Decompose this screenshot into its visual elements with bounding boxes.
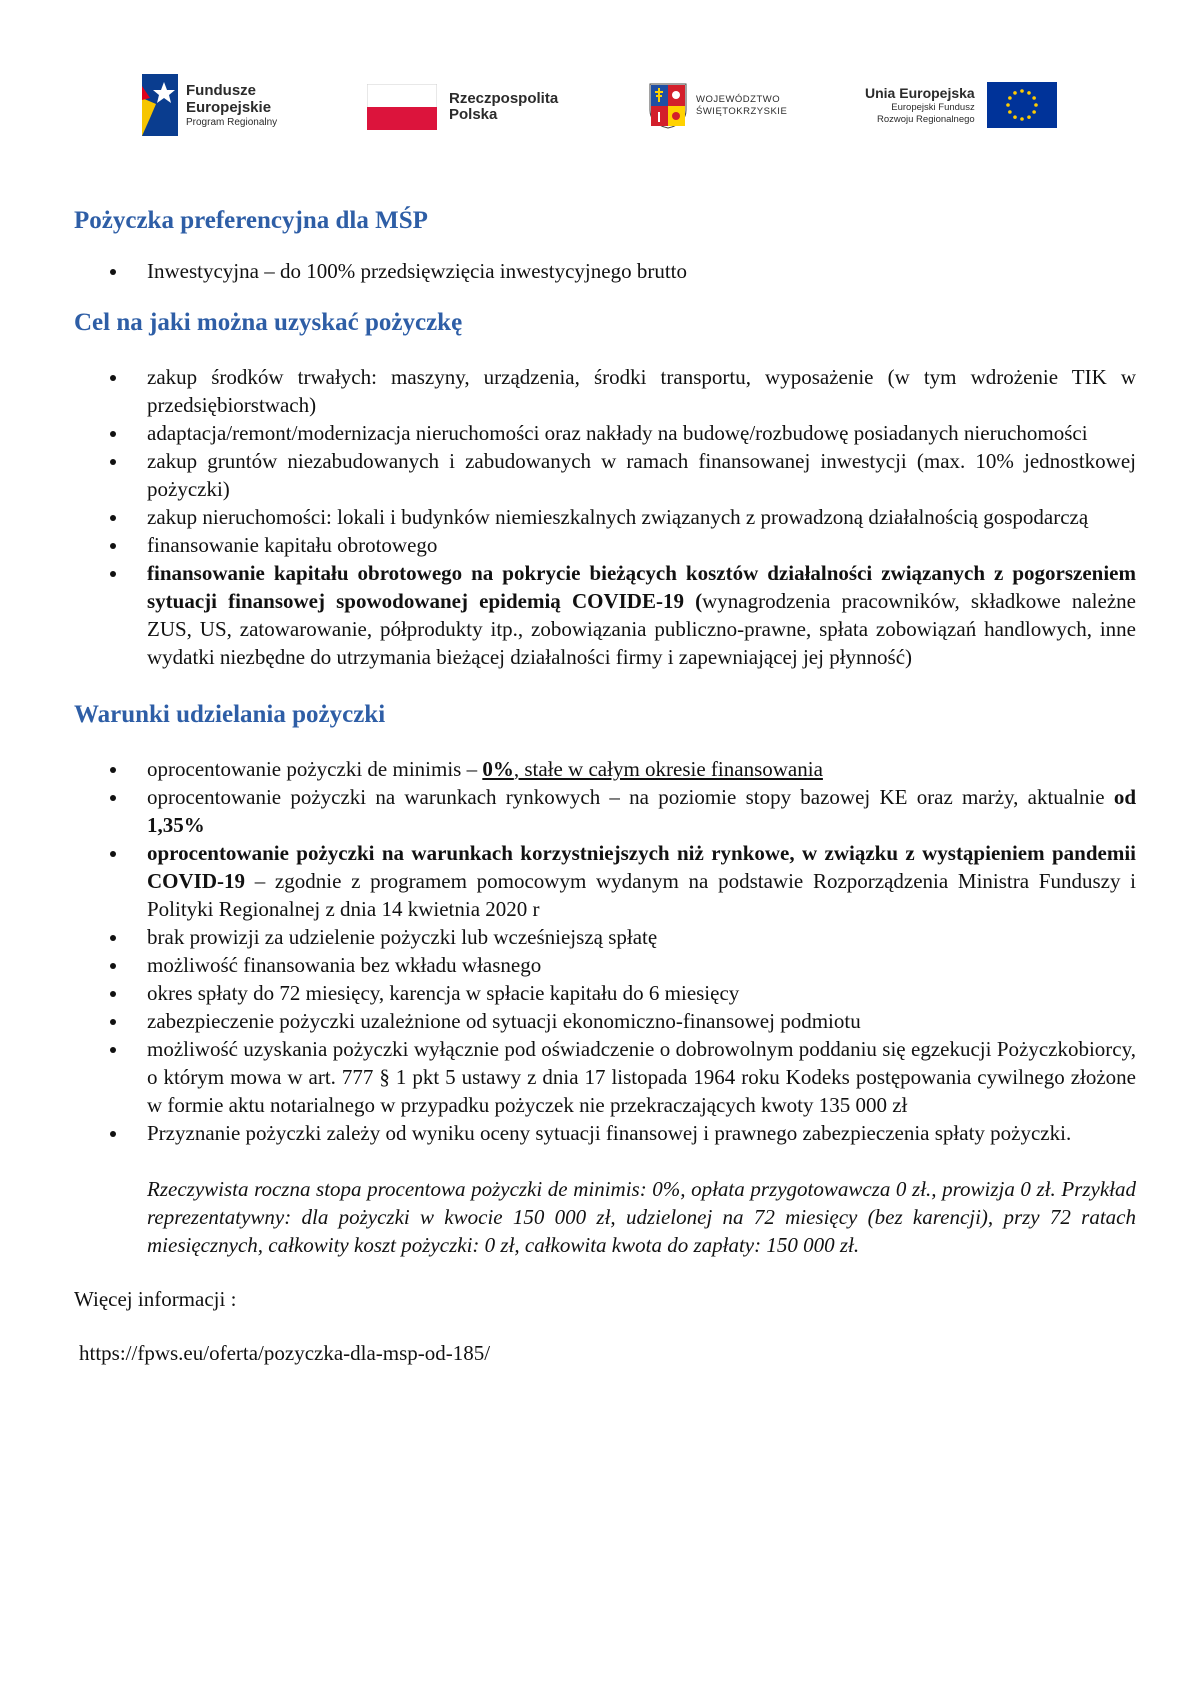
eu-star-icon bbox=[1027, 115, 1031, 119]
eu-star-icon bbox=[1032, 96, 1036, 100]
ue-logo-text: Unia Europejska Europejski Fundusz Rozwoju Regionalnego bbox=[865, 84, 975, 125]
eu-star-icon bbox=[1027, 91, 1031, 95]
document-body bbox=[74, 205, 1136, 1367]
eu-star-icon bbox=[1013, 91, 1017, 95]
eu-star-icon bbox=[1032, 110, 1036, 114]
list-item: okres spłaty do 72 miesięcy, karencja w spłacie kapitału do 6 miesięcy bbox=[147, 979, 1136, 1007]
eu-star-icon bbox=[1008, 110, 1012, 114]
rp-logo-text: Rzeczpospolita Polska bbox=[449, 90, 559, 123]
list-item: Inwestycyjna – do 100% przedsięwzięcia inwestycyjnego brutto bbox=[147, 257, 1136, 285]
section-title-cel: Cel na jaki można uzyskać pożyczkę bbox=[74, 309, 463, 336]
section-title-warunki: Warunki udzielania pożyczki bbox=[74, 701, 386, 728]
list-item: możliwość finansowania bez wkładu własnego bbox=[147, 951, 1136, 979]
list-item: Przyznanie pożyczki zależy od wyniku oceny sytuacji finansowej i prawnego zabezpieczenia spłaty pożyczki. bbox=[147, 1119, 1136, 1147]
section3-list bbox=[74, 755, 1136, 1147]
section1-list bbox=[74, 257, 1136, 285]
list-item: finansowanie kapitału obrotowego na pokrycie bieżących kosztów działalności związanych z pogorszeniem sytuacji finansowej spowodowanej epidemią COVIDE-19 (wynagrodzenia pracowników, składkowe należne ZUS, US, zatowarowanie, półprodukty itp., zobowiązania publiczno-prawne, spłata zobowiązań handlowych, inne wydatki niezbędne do utrzymania bieżącej działalności firmy i zapewniającej jej płynność) bbox=[147, 561, 1136, 669]
logo-bar bbox=[0, 70, 1200, 150]
list-item: możliwość uzyskania pożyczki wyłącznie pod oświadczenie o dobrowolnym poddaniu się egzekucji Pożyczkobiorcy, o którym mowa w art. 777 § 1 pkt 5 ustawy z dnia 17 listopada 1964 roku Kodeks postępowania cywilnego złożone w formie aktu notarialnego w przypadku pożyczek nie przekraczających kwoty 135 000 zł bbox=[147, 1037, 1136, 1117]
eu-star-icon bbox=[1020, 89, 1024, 93]
eu-star-icon bbox=[1006, 103, 1010, 107]
list-item: oprocentowanie pożyczki de minimis – 0%, stałe w całym okresie finansowania bbox=[147, 755, 1136, 783]
list-item: zakup środków trwałych: maszyny, urządzenia, środki transportu, wyposażenie (w tym wdrożenie TIK w przedsiębiorstwach) bbox=[147, 365, 1136, 417]
eu-star-icon bbox=[1034, 103, 1038, 107]
list-item: zabezpieczenie pożyczki uzależnione od sytuacji ekonomiczno-finansowej podmiotu bbox=[147, 1007, 1136, 1035]
list-item: finansowanie kapitału obrotowego bbox=[147, 531, 1136, 559]
sw-logo-text: WOJEWÓDZTWO ŚWIĘTOKRZYSKIE bbox=[696, 94, 788, 117]
offer-url[interactable]: https://fpws.eu/oferta/pozyczka-dla-msp-od-185/ bbox=[79, 1341, 491, 1365]
section-title-pozyczka: Pożyczka preferencyjna dla MŚP bbox=[74, 207, 428, 234]
representative-example-note: Rzeczywista roczna stopa procentowa pożyczki de minimis: 0%, opłata przygotowawcza 0 zł., prowizja 0 zł. Przykład reprezentatywny: dla pożyczki w kwocie 150 000 zł, udzielonej na 72 miesięcy (bez karencji), przy 72 ratach miesięcznych, całkowity koszt pożyczki: 0 zł, całkowita kwota do zapłaty: 150 000 zł. bbox=[147, 1177, 1136, 1257]
eu-star-icon bbox=[1008, 96, 1012, 100]
logo-wojewodztwo-swietokrzyskie bbox=[648, 82, 787, 130]
logo-unia-europejska bbox=[865, 82, 1057, 128]
more-info-label: Więcej informacji : bbox=[74, 1287, 237, 1311]
list-item: adaptacja/remont/modernizacja nieruchomości oraz nakłady na budowę/rozbudowę posiadanych nieruchomości bbox=[147, 419, 1136, 447]
fe-logo-text: Fundusze Europejskie Program Regionalny bbox=[186, 81, 278, 128]
list-item: brak prowizji za udzielenie pożyczki lub wcześniejszą spłatę bbox=[147, 923, 1136, 951]
list-item: zakup nieruchomości: lokali i budynków niemieszkalnych związanych z prowadzoną działalnością gospodarczą bbox=[147, 503, 1136, 531]
list-item: zakup gruntów niezabudowanych i zabudowanych w ramach finansowanej inwestycji (max. 10% jednostkowej pożyczki) bbox=[147, 449, 1136, 501]
logo-fundusze-europejskie bbox=[142, 74, 277, 136]
eu-star-icon bbox=[1013, 115, 1017, 119]
eu-flag-icon bbox=[987, 82, 1057, 128]
polish-flag-icon bbox=[367, 84, 437, 130]
fe-star-icon bbox=[142, 74, 178, 136]
logo-rzeczpospolita-polska bbox=[367, 84, 558, 130]
coat-of-arms-icon bbox=[648, 82, 688, 130]
section2-list bbox=[74, 363, 1136, 671]
list-item: oprocentowanie pożyczki na warunkach rynkowych – na poziomie stopy bazowej KE oraz marży, aktualnie od 1,35% bbox=[147, 785, 1136, 837]
list-item: oprocentowanie pożyczki na warunkach korzystniejszych niż rynkowe, w związku z wystąpieniem pandemii COVID-19 – zgodnie z programem pomocowym wydanym na podstawie Rozporządzenia Ministra Funduszy i Polityki Regionalnej z dnia 14 kwietnia 2020 r bbox=[147, 841, 1136, 921]
eu-star-icon bbox=[1020, 117, 1024, 121]
